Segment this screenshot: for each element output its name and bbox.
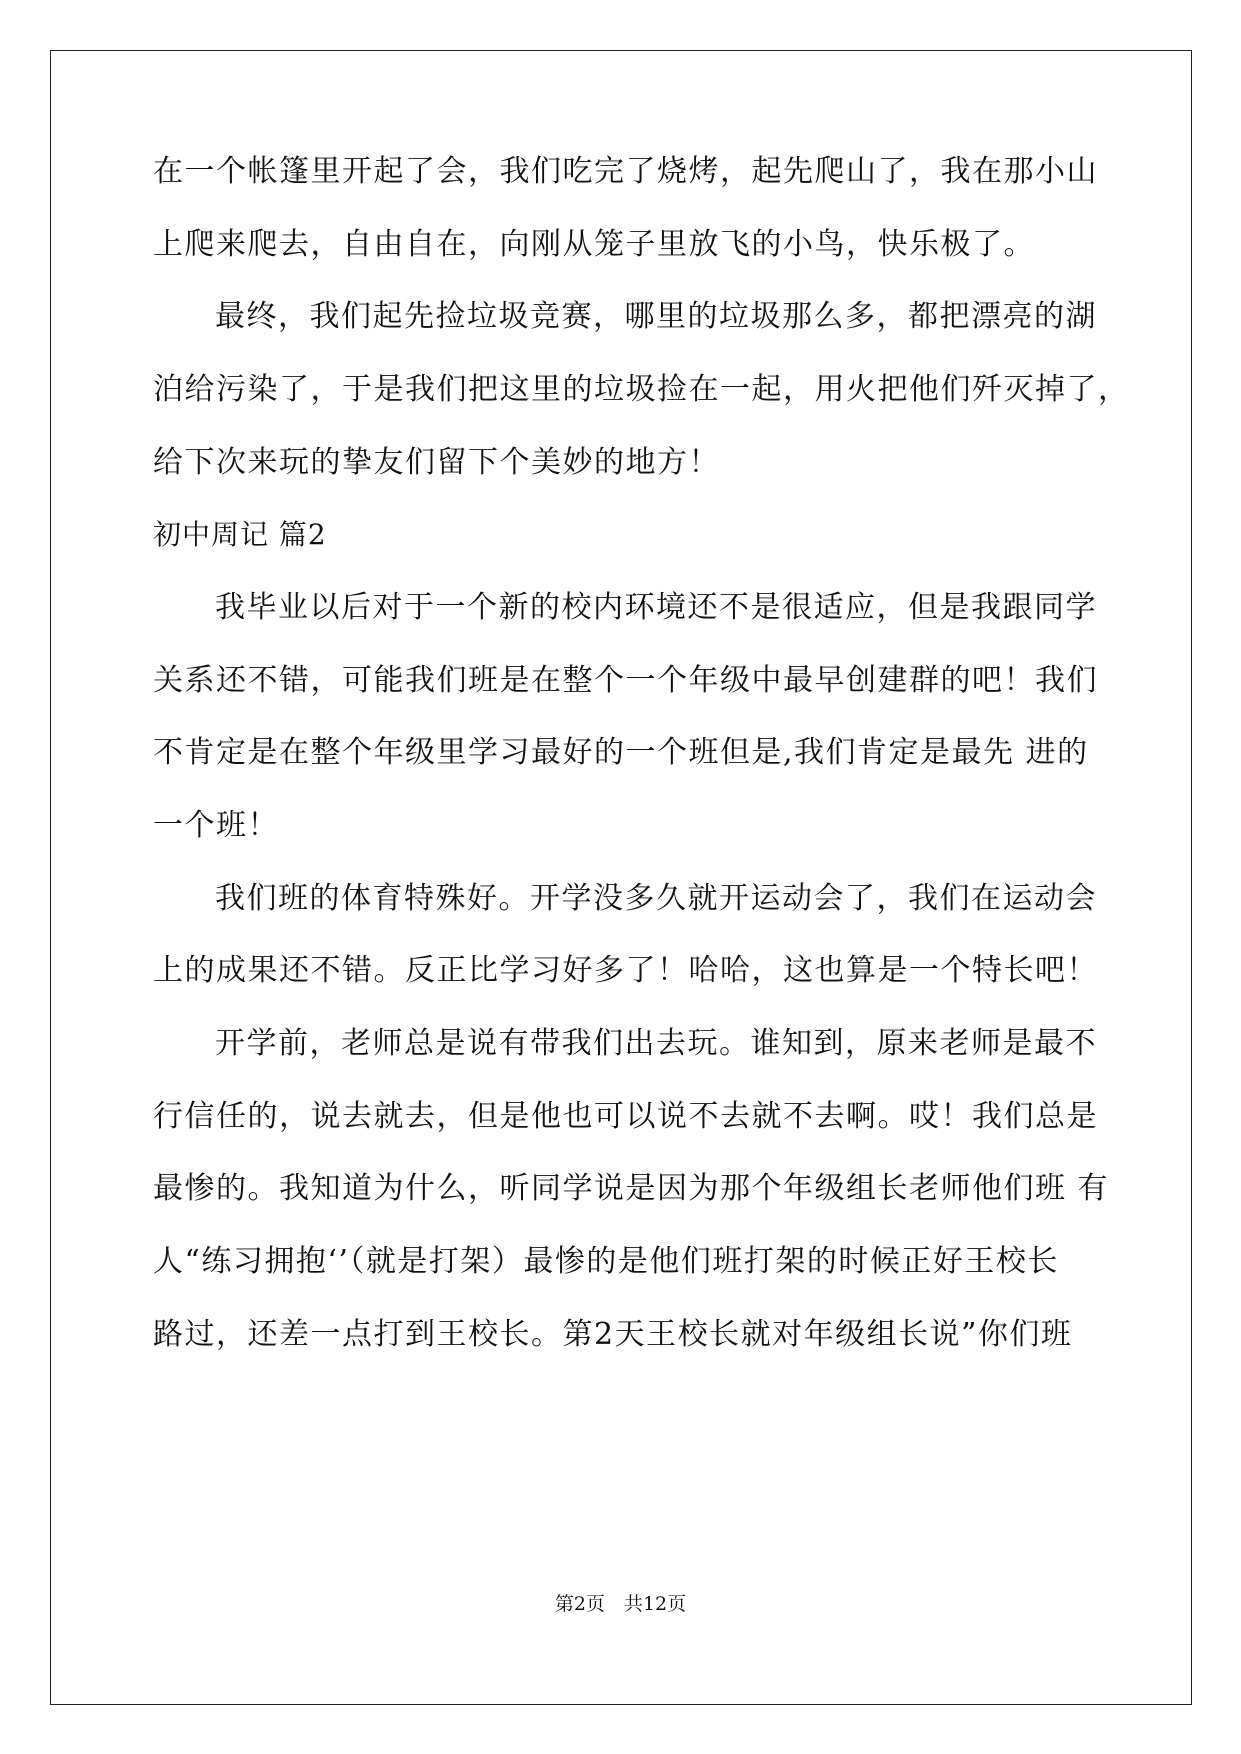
paragraph-line: 关系还不错，可能我们班是在整个一个年级中最早创建群的吧！我们 xyxy=(153,663,1098,698)
paragraph-line: 我们班的体育特殊好。开学没多久就开运动会了，我们在运动会 xyxy=(215,881,1097,916)
page-number: 第2页 共12页 xyxy=(554,1593,687,1615)
paragraph-line: 最终，我们起先捡垃圾竞赛，哪里的垃圾那么多，都把漂亮的湖 xyxy=(215,299,1097,334)
paragraph-line: 路过，还差一点打到王校长。第2天王校长就对年级组长说”你们班 xyxy=(153,1317,1073,1352)
paragraph-line: 一个班！ xyxy=(153,808,279,843)
paragraph-line: 我毕业以后对于一个新的校内环境还不是很适应，但是我跟同学 xyxy=(215,590,1097,625)
paragraph-line: 行信任的，说去就去，但是他也可以说不去就不去啊。哎！我们总是 xyxy=(153,1099,1098,1134)
paragraph-line: 最惨的。我知道为什么，听同学说是因为那个年级组长老师他们班 有 xyxy=(153,1171,1110,1206)
paragraph-line: 开学前，老师总是说有带我们出去玩。谁知到，原来老师是最不 xyxy=(215,1026,1097,1061)
paragraph-line: 人“练习拥抱‘’（就是打架）最惨的是他们班打架的时候正好王校长 xyxy=(153,1244,1059,1279)
section-heading: 初中周记 篇2 xyxy=(153,518,327,551)
paragraph-line: 上爬来爬去，自由自在，向刚从笼子里放飞的小鸟，快乐极了。 xyxy=(153,227,1035,262)
paragraph-line: 泊给污染了，于是我们把这里的垃圾捡在一起，用火把他们歼灭掉了， xyxy=(153,372,1130,407)
paragraph-line: 上的成果还不错。反正比学习好多了！哈哈，这也算是一个特长吧！ xyxy=(153,953,1098,988)
paragraph-line: 给下次来玩的挚友们留下个美妙的地方！ xyxy=(153,445,720,480)
paragraph-line: 在一个帐篷里开起了会，我们吃完了烧烤，起先爬山了，我在那小山 xyxy=(153,154,1098,189)
paragraph-line: 不肯定是在整个年级里学习最好的一个班但是,我们肯定是最先 进的 xyxy=(153,735,1089,770)
